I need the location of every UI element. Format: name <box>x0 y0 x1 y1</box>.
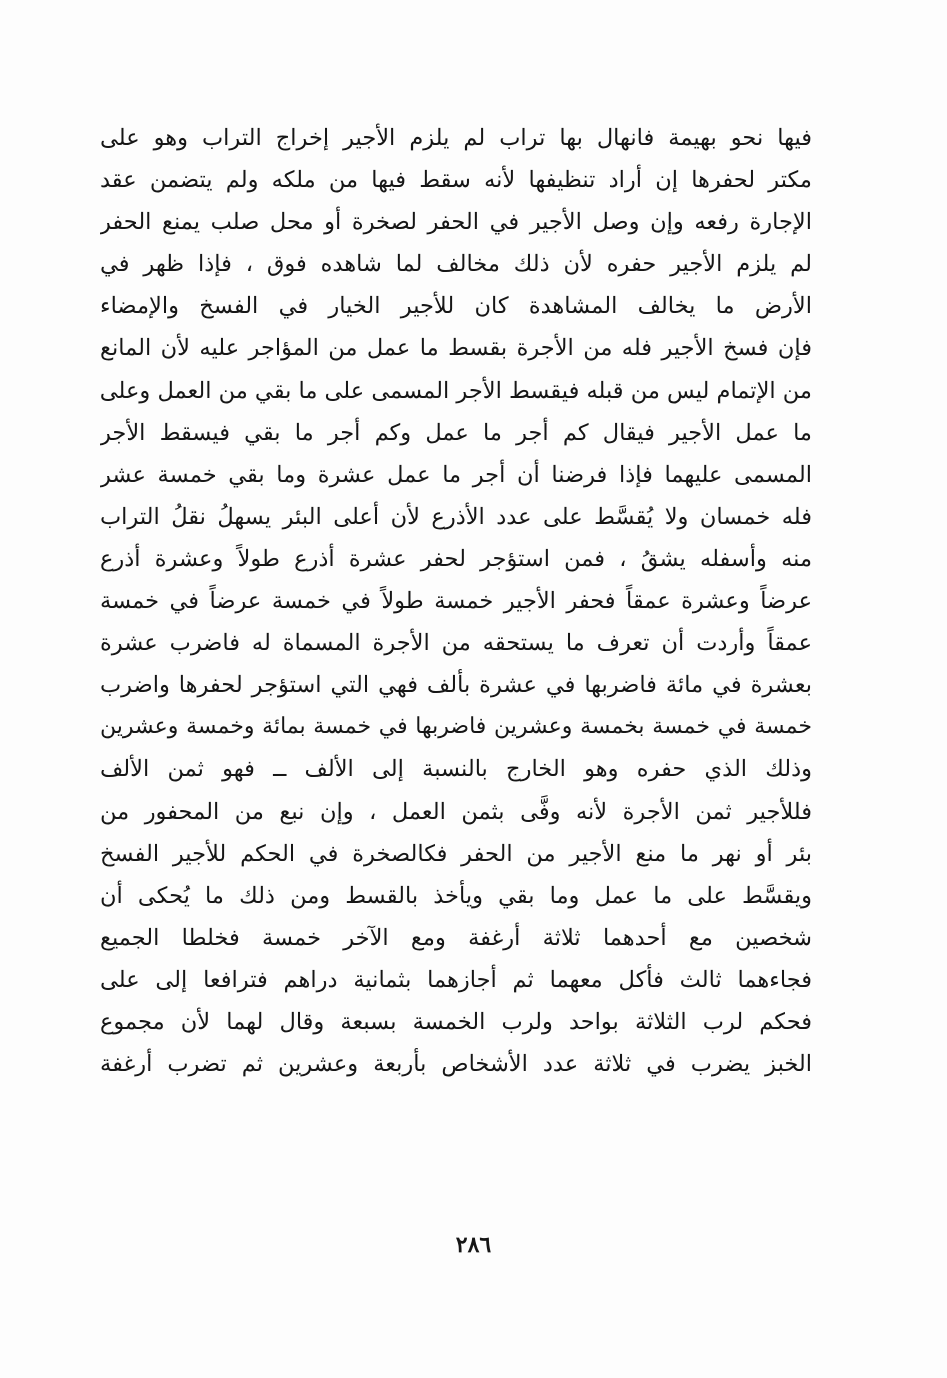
text-line: الأرض ما يخالف المشاهدة كان للأجير الخيار في الفسخ والإمضاء <box>100 293 812 320</box>
text-line: خمسة في خمسة بخمسة وعشرين فاضربها في خمسة بمائة وخمسة وعشرين <box>100 714 812 740</box>
text-line: فله خمسان ولا يُقسَّط على عدد الأذرع لأن أعلى البئر يسهلُ نقلُ التراب <box>100 503 812 530</box>
text-line: بعشرة في مائة فاضربها في عشرة بألف فهي التي استؤجر لحفرها واضرب <box>100 672 812 699</box>
text-line: فجاءهما ثالث فأكل معهما ثم أجازهما بثمانية دراهم فترافعا إلى على <box>100 966 812 993</box>
text-line: ويقسَّط على ما عمل وما بقي ويأخذ بالقسط ومن ذلك ما يُحكى أن <box>100 882 812 909</box>
text-line: وذلك الذي حفره وهو الخارج بالنسبة إلى الألف ــ فهو ثمن الألف <box>100 756 812 783</box>
text-line: الإجارة رفعه وإن وصل الأجير في الحفر لصخرة أو محل صلب يمنع الحفر <box>100 209 812 236</box>
text-line: من الإتمام ليس من قبله فيقسط الأجر المسمى على ما بقي من العمل وعلى <box>100 377 812 404</box>
text-line: فللأجير ثمن الأجرة لأنه وفَّى بثمن العمل ، وإن نبع من المحفور من <box>100 798 812 825</box>
text-line: عمقاً وأردت أن تعرف ما يستحقه من الأجرة المسماة له فاضرب عشرة <box>100 630 812 657</box>
body-text <box>100 117 812 1085</box>
text-line: الخبز يضرب في ثلاثة عدد الأشخاص بأربعة وعشرين ثم تضرب أرغفة <box>100 1051 812 1078</box>
text-line: لم يلزم الأجير حفره لأن ذلك مخالف لما شاهده فوق ، فإذا ظهر في <box>100 251 812 278</box>
text-line: عرضاً وعشرة عمقاً فحفر الأجير خمسة طولاً في خمسة عرضاً في خمسة <box>100 588 812 615</box>
text-line: ما عمل الأجير فيقال كم أجر ما عمل وكم أجر ما بقي فيسقط الأجر <box>100 419 812 446</box>
text-line: فيها نحو بهيمة فانهال بها تراب لم يلزم الأجير إخراج التراب وهو على <box>100 125 812 151</box>
text-line: المسمى عليهما فإذا فرضنا أن أجر ما عمل عشرة وما بقي خمسة عشر <box>100 461 812 488</box>
text-line: مكتر لحفرها إن أراد تنظيفها لأنه سقط فيها من ملكه ولم يتضمن عقد <box>100 167 812 194</box>
text-line: فإن فسخ الأجير فله من الأجرة بقسط ما عمل من المؤاجر عليه لأن المانع <box>100 335 812 362</box>
text-line: شخصين مع أحدهما ثلاثة أرغفة ومع الآخر خمسة فخلطا الجميع <box>100 924 812 951</box>
page-number: ٢٨٦ <box>455 1232 492 1258</box>
text-line: منه وأسفله يشقُ ، فمن استؤجر لحفر عشرة أذرع طولاً وعشرة أذرع <box>100 545 812 572</box>
text-line: بئر أو نهر ما منع الأجير من الحفر فكالصخرة في الحكم للأجير الفسخ <box>100 840 812 867</box>
text-line: فحكم لرب الثلاثة بواحد ولرب الخمسة بسبعة وقال لهما لأن مجموع <box>100 1008 812 1035</box>
